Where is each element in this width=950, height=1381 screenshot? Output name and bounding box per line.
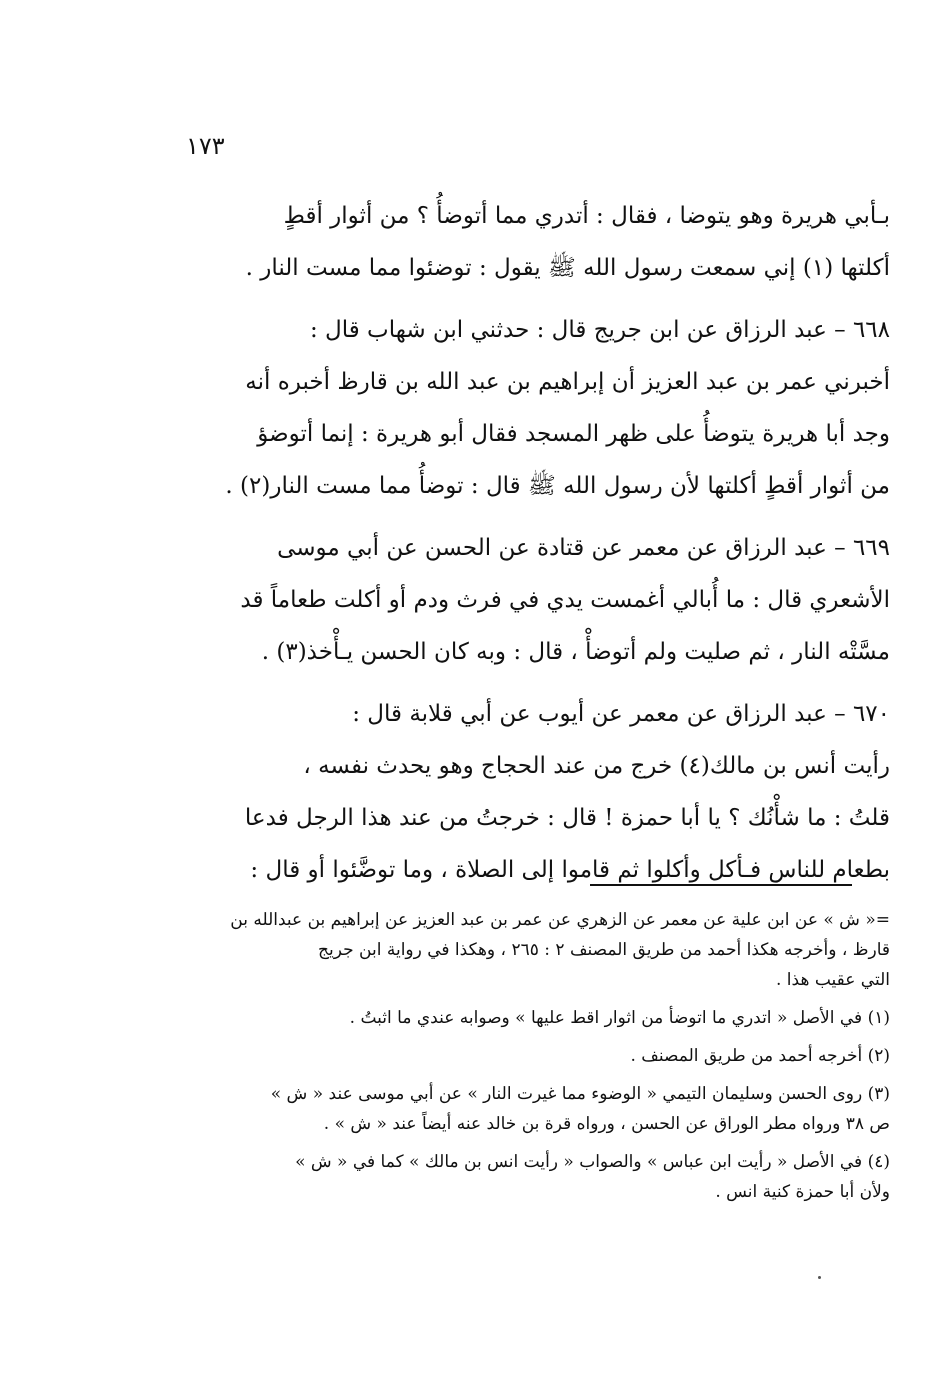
footnote-4 (185, 1147, 890, 1207)
footnote-continuation (185, 905, 890, 995)
text-line: ٦٦٨ – عبد الرزاق عن ابن جريج قال : حدثني ابن شهاب قال : (309, 317, 890, 343)
footnote-line: (١) في الأصل « اتدري ما اتوضأ من اثوار اقط عليها » وصوابه عندي ما اثبتُ . (349, 1008, 890, 1028)
main-text (185, 190, 890, 906)
scan-speck (818, 1276, 821, 1279)
footnote-1 (185, 1003, 890, 1033)
page-number: ١٧٣ (186, 132, 225, 160)
footnote-line: (٤) في الأصل « رأيت ابن عباس » والصواب « رأيت انس بن مالك » كما في « ش » (295, 1152, 890, 1172)
footnote-3 (185, 1079, 890, 1139)
paragraph-continuation (185, 190, 890, 294)
text-line: من أثوار أقطٍ أكلتها لأن رسول الله ﷺ قال : توضأُ مما مست النار(٢) . (225, 473, 890, 499)
text-line: بـأبي هريرة وهو يتوضا ، فقال : أتدري مما أتوضأُ ؟ من أثوار أقطٍ (283, 203, 890, 229)
paragraph-668 (185, 304, 890, 512)
footnote-line: =« ش » عن ابن علية عن معمر عن الزهري عن عمر بن عبد العزيز عن إبراهيم بن عبدالله بن (230, 910, 890, 930)
footnotes (185, 905, 890, 1215)
text-line: أخبرني عمر بن عبد العزيز أن إبراهيم بن عبد الله بن قارظ أخبره أنه (245, 369, 890, 395)
footnote-2 (185, 1041, 890, 1071)
text-line: ٦٦٩ – عبد الرزاق عن معمر عن قتادة عن الحسن عن أبي موسى (277, 535, 890, 561)
footnote-line: (٣) روى الحسن وسليمان التيمي « الوضوء مما غيرت النار » عن أبي موسى عند « ش » (270, 1084, 890, 1104)
text-line: بطعام للناس فـأكل وأكلوا ثم قاموا إلى الصلاة ، وما توضَّئوا أو قال : (250, 857, 890, 883)
text-line: الأشعري قال : ما أُبالي أغمست يدي في فرث ودم أو أكلت طعاماً قد (240, 587, 890, 613)
paragraph-670 (185, 688, 890, 896)
paragraph-669 (185, 522, 890, 678)
text-line: ٦٧٠ – عبد الرزاق عن معمر عن أيوب عن أبي قلابة قال : (352, 701, 890, 727)
footnote-line: ولأن أبا حمزة كنية انس . (715, 1182, 890, 1202)
footnote-divider (590, 884, 852, 886)
footnote-line: (٢) أخرجه أحمد من طريق المصنف . (630, 1046, 890, 1066)
text-line: رأيت أنس بن مالك(٤) خرج من عند الحجاج وهو يحدث نفسه ، (303, 753, 890, 779)
text-line: وجد أبا هريرة يتوضأُ على ظهر المسجد فقال أبو هريرة : إنما أتوضؤ (257, 421, 890, 447)
text-line: قلتُ : ما شأْنُك ؟ يا أبا حمزة ! قال : خرجتُ من عند هذا الرجل فدعا (244, 805, 890, 831)
footnote-line: قارظ ، وأخرجه هكذا أحمد من طريق المصنف ٢ : ٢٦٥ ، وهكذا في رواية ابن جريج (318, 940, 890, 960)
text-line: مسَّتْه النار ، ثم صليت ولم أتوضأْ ، قال : وبه كان الحسن يـأْخذ(٣) . (261, 639, 890, 665)
footnote-line: ص ٣٨ ورواه مطر الوراق عن الحسن ، ورواه قرة بن خالد عنه أيضاً عند « ش » . (323, 1114, 890, 1134)
footnote-line: التي عقيب هذا . (776, 970, 890, 990)
text-line: أكلتها (١) إني سمعت رسول الله ﷺ يقول : توضئوا مما مست النار . (245, 255, 890, 281)
